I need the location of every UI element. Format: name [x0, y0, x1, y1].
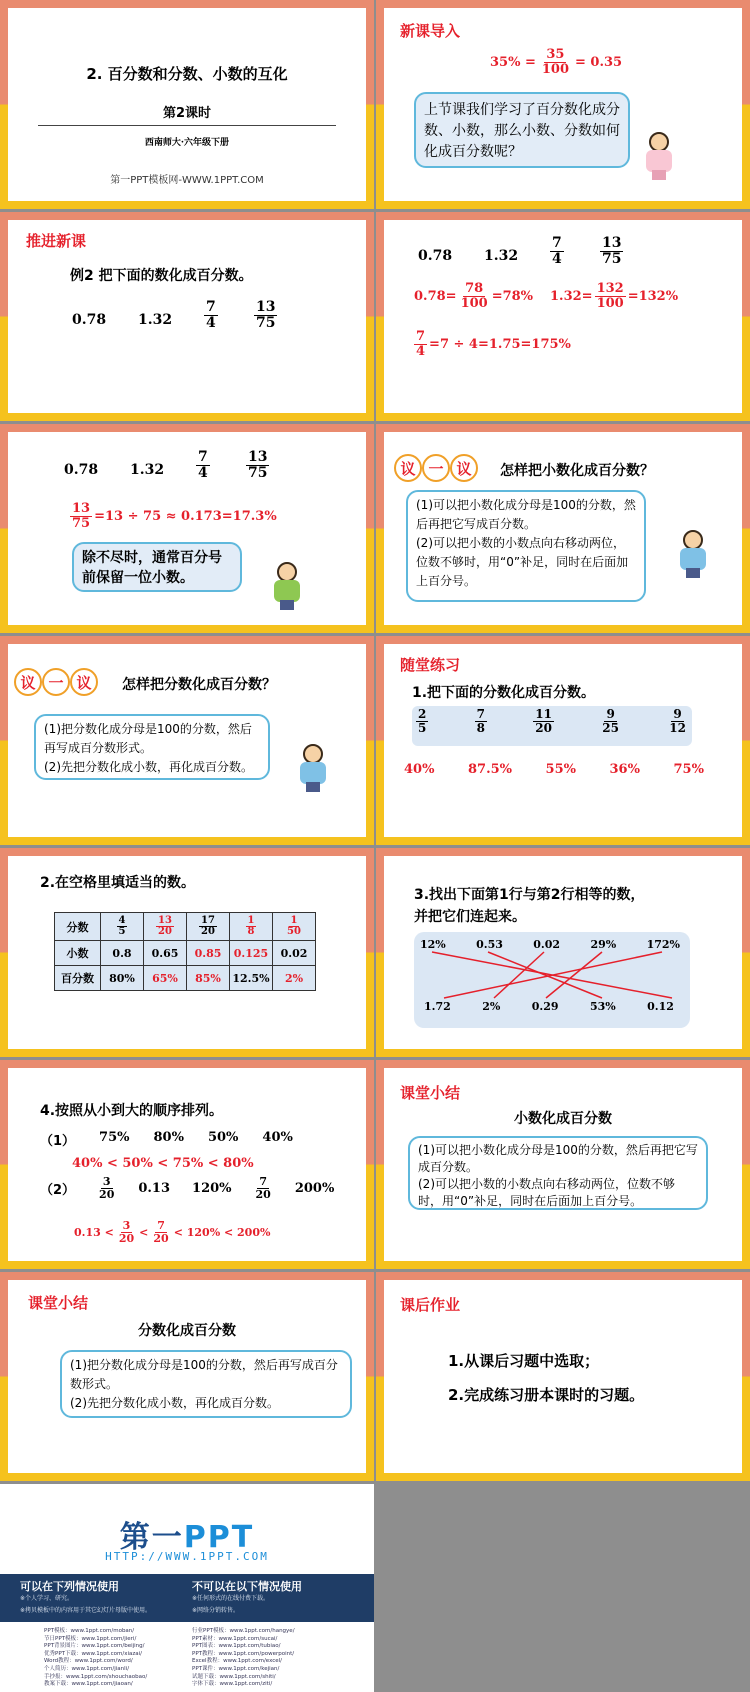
- point-1: (1)可以把小数化成分母是100的分数，然后再把它写成百分数。: [416, 498, 636, 531]
- frac-den: 100: [596, 295, 624, 311]
- frac-den: 8: [247, 926, 255, 937]
- can-use-title: 可以在下列情况使用: [20, 1580, 119, 1593]
- summary-box: [60, 1350, 352, 1418]
- match-line: [488, 952, 602, 998]
- logo-cn: 第一: [119, 1520, 184, 1555]
- ad-slide[interactable]: [0, 1484, 374, 1692]
- ad-link[interactable]: 字体下载：www.1ppt.com/ziti/: [192, 1681, 273, 1688]
- practice-prompt-l1: 3.找出下面第1行与第2行相等的数，: [414, 887, 645, 903]
- row2-value: 1.72: [424, 1000, 451, 1013]
- answer-part: 0.13 <: [74, 1225, 114, 1239]
- table-cell: 0.02: [273, 941, 316, 966]
- frac-num: 17: [201, 914, 215, 926]
- discuss-badge: [14, 668, 98, 696]
- slide-summary-decimal[interactable]: [376, 1060, 750, 1269]
- point-2: (2)可以把小数的小数点向右移动两位，位数不够时，用“0”补足，同时在后面加上百分号。: [416, 536, 629, 588]
- homework-item-1: 1.从课后习题中选取；: [448, 1352, 600, 1370]
- boy-character-icon: [676, 530, 710, 578]
- lesson-number: 第2课时: [162, 106, 212, 121]
- frac-den: 50: [287, 926, 301, 937]
- links-left: [44, 1628, 147, 1689]
- ad-link[interactable]: 教案下载：www.1ppt.com/jiaoan/: [44, 1681, 133, 1688]
- cannot-use-title: 不可以在以下情况使用: [192, 1580, 302, 1593]
- row1-value: 0.02: [533, 938, 561, 951]
- q-value: 80%: [153, 1130, 184, 1145]
- point-2: (2)先把分数化成小数，再化成百分数。: [44, 760, 253, 774]
- table-cell: 0.85: [187, 941, 230, 966]
- slide-practice-4[interactable]: [0, 1060, 374, 1269]
- frac-num: 4: [118, 914, 126, 926]
- boy-character-icon: [270, 562, 304, 610]
- practice-prompt: 2.在空格里填适当的数。: [40, 875, 196, 891]
- point-2: (2)可以把小数的小数点向右移动两位，位数不够时，用“0”补足，同时在后面加上百分号。: [418, 1177, 675, 1208]
- number-132: 1.32: [484, 248, 519, 264]
- frac-num: 132: [596, 281, 624, 296]
- practice-prompt: 1.把下面的分数化成百分数。: [412, 685, 596, 701]
- slide-practice-3[interactable]: [376, 848, 750, 1057]
- frac-den: 75: [248, 464, 268, 481]
- discuss-char: 议: [450, 454, 478, 482]
- table-cell: 85%: [187, 966, 230, 991]
- frac-num: 13: [602, 235, 622, 251]
- slide-heading: 课堂小结: [28, 1294, 89, 1312]
- answer-lhs: 1.32=: [550, 288, 593, 304]
- row2-value: 0.12: [647, 1000, 674, 1013]
- discuss-char: 议: [70, 668, 98, 696]
- frac-num: 7: [476, 707, 485, 721]
- frac-num: 2: [418, 707, 427, 721]
- lesson-title: 2. 百分数和分数、小数的互化: [86, 65, 288, 83]
- frac-num: 9: [606, 707, 615, 721]
- discuss-char: 一: [42, 668, 70, 696]
- answer-13-75: [70, 502, 277, 530]
- frac-num: 7: [157, 1219, 165, 1232]
- answer-078: [414, 282, 533, 310]
- question-1: [40, 1130, 293, 1149]
- row2-value: 2%: [482, 1000, 501, 1013]
- match-line: [494, 952, 544, 998]
- slide-discuss-decimal[interactable]: [376, 424, 750, 633]
- practice-prompt: 4.按照从小到大的顺序排列。: [40, 1103, 224, 1119]
- answer-1: 40% < 50% < 75% < 80%: [72, 1156, 254, 1171]
- slide-example[interactable]: [0, 212, 374, 421]
- frac-den: 100: [460, 295, 488, 311]
- girl-character-icon: [642, 132, 676, 180]
- number-132: 1.32: [130, 462, 165, 478]
- slide-title[interactable]: [0, 0, 374, 209]
- answer-bubble: [406, 490, 646, 602]
- ad-link[interactable]: PPT素材：www.1ppt.com/sucai/: [192, 1635, 278, 1642]
- question-2: [40, 1176, 334, 1200]
- frac-num: 9: [673, 707, 682, 721]
- row-label: 分数: [55, 913, 101, 941]
- row1-value: 172%: [646, 938, 680, 951]
- answer-part: <: [139, 1225, 149, 1239]
- slide-intro[interactable]: [376, 0, 750, 209]
- frac-den: 25: [602, 720, 619, 735]
- frac-den: 20: [535, 720, 552, 735]
- slide-heading: 随堂练习: [400, 656, 461, 674]
- slide-solution-1[interactable]: [376, 212, 750, 421]
- frac-num: 13: [248, 449, 268, 465]
- frac-den: 20: [153, 1231, 169, 1245]
- table-row-fraction: [55, 913, 316, 941]
- frac-den: 12: [669, 720, 686, 735]
- answer-rhs: =13 ÷ 75 ≈ 0.173=17.3%: [94, 508, 277, 524]
- answer-bubble: [34, 714, 270, 780]
- ad-link[interactable]: 行业PPT模板：www.1ppt.com/hangye/: [192, 1628, 295, 1634]
- answer-132: [550, 282, 678, 310]
- row1-value: 12%: [420, 938, 446, 951]
- answer-rhs: =78%: [491, 288, 534, 304]
- point-1: (1)可以把小数化成分母是100的分数，然后再把它写成百分数。: [418, 1143, 698, 1174]
- table-cell: 0.125: [230, 941, 273, 966]
- row2-value: 53%: [589, 1000, 616, 1013]
- ad-link[interactable]: 手抄报：www.1ppt.com/shouchaobao/: [44, 1673, 148, 1680]
- ad-url[interactable]: HTTP://WWW.1PPT.COM: [105, 1550, 269, 1563]
- boy-character-icon: [296, 744, 330, 792]
- frac-num: 13: [72, 501, 91, 516]
- frac-den: 4: [552, 250, 562, 267]
- answer-7-4: [414, 330, 571, 358]
- table-row-decimal: [55, 941, 316, 966]
- frac-num: 13: [158, 914, 172, 926]
- answer-percent: 36%: [609, 762, 640, 777]
- discuss-question: 怎样把分数化成百分数？: [122, 677, 276, 693]
- table-cell: 12.5%: [230, 966, 273, 991]
- frac-den: 75: [72, 515, 91, 531]
- frac-num: 1: [290, 914, 298, 926]
- slide-heading: 课后作业: [400, 1296, 461, 1314]
- table-row-percent: [55, 966, 316, 991]
- number-078: 0.78: [64, 462, 99, 478]
- slide-heading: 推进新课: [26, 232, 87, 250]
- q-label: （2）: [40, 1182, 76, 1198]
- frac-den: 20: [201, 926, 215, 937]
- eq-rhs: = 0.35: [575, 54, 623, 70]
- frac-num: 11: [535, 707, 552, 721]
- speech-bubble: 上节课我们学习了百分数化成分数、小数，那么小数、分数如何化成百分数呢？: [414, 92, 630, 168]
- summary-box: [408, 1136, 708, 1210]
- frac-num: 7: [198, 449, 208, 465]
- ad-link[interactable]: 试题下载：www.1ppt.com/shiti/: [192, 1673, 276, 1680]
- row1-value: 29%: [590, 938, 617, 951]
- answer-percent: 55%: [545, 762, 576, 777]
- cannot-use-2: ※网络分销转售。: [192, 1607, 240, 1614]
- frac-den: 20: [158, 926, 172, 937]
- table-cell: 0.8: [101, 941, 144, 966]
- publisher: 西南师大·六年级下册: [144, 138, 230, 148]
- ad-link[interactable]: PPT图表：www.1ppt.com/tubiao/: [192, 1643, 281, 1650]
- frac-den: 8: [476, 720, 485, 735]
- ad-link[interactable]: 节日PPT模板：www.1ppt.com/jieri/: [44, 1635, 137, 1642]
- practice-prompt-l2: 并把它们连起来。: [414, 909, 526, 925]
- q-value: 40%: [262, 1130, 293, 1145]
- discuss-char: 一: [422, 454, 450, 482]
- answer-rhs: =132%: [627, 288, 679, 304]
- point-1: (1)把分数化成分母是100的分数，然后再写成百分数形式。: [70, 1358, 338, 1391]
- frac-num: 3: [102, 1175, 111, 1188]
- frac-den: 4: [206, 314, 216, 331]
- ad-link[interactable]: PPT背景图片：www.1ppt.com/beijing/: [44, 1643, 145, 1650]
- row2-value: 0.29: [531, 1000, 559, 1013]
- frac-den: 20: [118, 1231, 135, 1245]
- slide-practice-2[interactable]: [0, 848, 374, 1057]
- slide-heading: 新课导入: [400, 22, 461, 40]
- intro-equation: [490, 48, 622, 76]
- site-label: 第一PPT模板网-WWW.1PPT.COM: [110, 175, 264, 186]
- frac-den: 75: [602, 250, 622, 267]
- frac-num: 3: [122, 1219, 131, 1232]
- logo-en: PPT: [183, 1520, 255, 1555]
- eq-lhs: 35% =: [490, 54, 536, 70]
- slide-summary-fraction[interactable]: [0, 1272, 374, 1481]
- slide-discuss-fraction[interactable]: [0, 636, 374, 845]
- q-value: 50%: [207, 1130, 239, 1145]
- frac-den: 4: [198, 464, 208, 481]
- answer-2: [74, 1220, 270, 1244]
- answer-lhs: 0.78=: [414, 288, 457, 304]
- frac-num: 1: [247, 914, 255, 926]
- q-value: 120%: [192, 1180, 232, 1196]
- ad-link[interactable]: PPT教程：www.1ppt.com/powerpoint/: [192, 1650, 295, 1657]
- table-cell: 0.65: [144, 941, 187, 966]
- table-cell: 65%: [144, 966, 187, 991]
- point-2: (2)先把分数化成小数，再化成百分数。: [70, 1396, 279, 1410]
- discuss-char: 议: [14, 668, 42, 696]
- summary-subtitle: 小数化成百分数: [514, 1111, 612, 1127]
- frac-num: 7: [259, 1175, 268, 1188]
- frac-num: 78: [465, 281, 484, 296]
- number-132: 1.32: [138, 312, 173, 328]
- q-value: 0.13: [138, 1180, 171, 1196]
- links-right: [192, 1628, 295, 1689]
- answer-percent: 87.5%: [467, 762, 512, 777]
- frac-den: 20: [255, 1187, 271, 1201]
- table-cell: 2%: [273, 966, 316, 991]
- q-value: 75%: [99, 1130, 130, 1145]
- divider: [38, 125, 336, 126]
- slide-heading: 课堂小结: [400, 1084, 461, 1102]
- discuss-badge: [394, 454, 478, 482]
- frac-num: 7: [206, 299, 216, 315]
- frac-den: 20: [99, 1187, 115, 1201]
- homework-item-2: 2.完成练习册本课时的习题。: [448, 1386, 645, 1404]
- discuss-char: 议: [394, 454, 422, 482]
- frac-den: 5: [118, 926, 126, 937]
- point-1: (1)把分数化成分母是100的分数，然后再写成百分数形式。: [44, 722, 252, 755]
- slide-homework[interactable]: [376, 1272, 750, 1481]
- frac-num: 7: [552, 235, 562, 251]
- number-078: 0.78: [418, 248, 453, 264]
- ad-link[interactable]: 个人简历：www.1ppt.com/jianli/: [44, 1665, 130, 1672]
- answer-rhs: =7 ÷ 4=1.75=175%: [429, 336, 571, 352]
- can-use-1: ※个人学习、研究。: [20, 1595, 74, 1602]
- example-prompt: 例2 把下面的数化成百分数。: [70, 268, 253, 284]
- conversion-table: [54, 912, 316, 991]
- answer-part: < 120% < 200%: [173, 1225, 271, 1239]
- table-cell: 80%: [101, 966, 144, 991]
- answer-percent: 40%: [404, 762, 435, 777]
- frac-den: 5: [418, 720, 427, 735]
- q-value: 200%: [294, 1180, 335, 1196]
- cannot-use-1: ※任何形式的在线付费下载。: [192, 1595, 270, 1602]
- ad-link[interactable]: PPT课件：www.1ppt.com/kejian/: [192, 1665, 280, 1672]
- frac-num: 7: [416, 329, 426, 344]
- frac-den: 4: [416, 343, 426, 359]
- row-label: 百分数: [55, 966, 101, 991]
- eq-num: 35: [546, 47, 565, 62]
- number-078: 0.78: [72, 312, 107, 328]
- eq-den: 100: [541, 61, 570, 77]
- slide-practice-1[interactable]: [376, 636, 750, 845]
- speech-bubble: 除不尽时，通常百分号前保留一位小数。: [72, 542, 242, 592]
- frac-den: 75: [256, 314, 276, 331]
- answer-percent: 75%: [673, 762, 704, 777]
- row1-value: 0.53: [476, 938, 503, 951]
- match-line: [444, 952, 662, 998]
- ad-link[interactable]: PPT模板：www.1ppt.com/moban/: [44, 1628, 135, 1634]
- q-label: （1）: [40, 1134, 76, 1149]
- frac-num: 13: [256, 299, 276, 315]
- ad-link[interactable]: Word教程：www.1ppt.com/word/: [44, 1658, 133, 1665]
- discuss-question: 怎样把小数化成百分数？: [500, 463, 654, 479]
- row-label: 小数: [55, 941, 101, 966]
- ad-link[interactable]: 优秀PPT下载：www.1ppt.com/xiazai/: [44, 1650, 143, 1657]
- summary-subtitle: 分数化成百分数: [138, 1323, 236, 1339]
- ad-link[interactable]: Excel教程：www.1ppt.com/excel/: [192, 1658, 283, 1665]
- slide-solution-2[interactable]: [0, 424, 374, 633]
- can-use-2: ※拷贝模板中的内容用于其它幻灯片母版中使用。: [20, 1607, 152, 1614]
